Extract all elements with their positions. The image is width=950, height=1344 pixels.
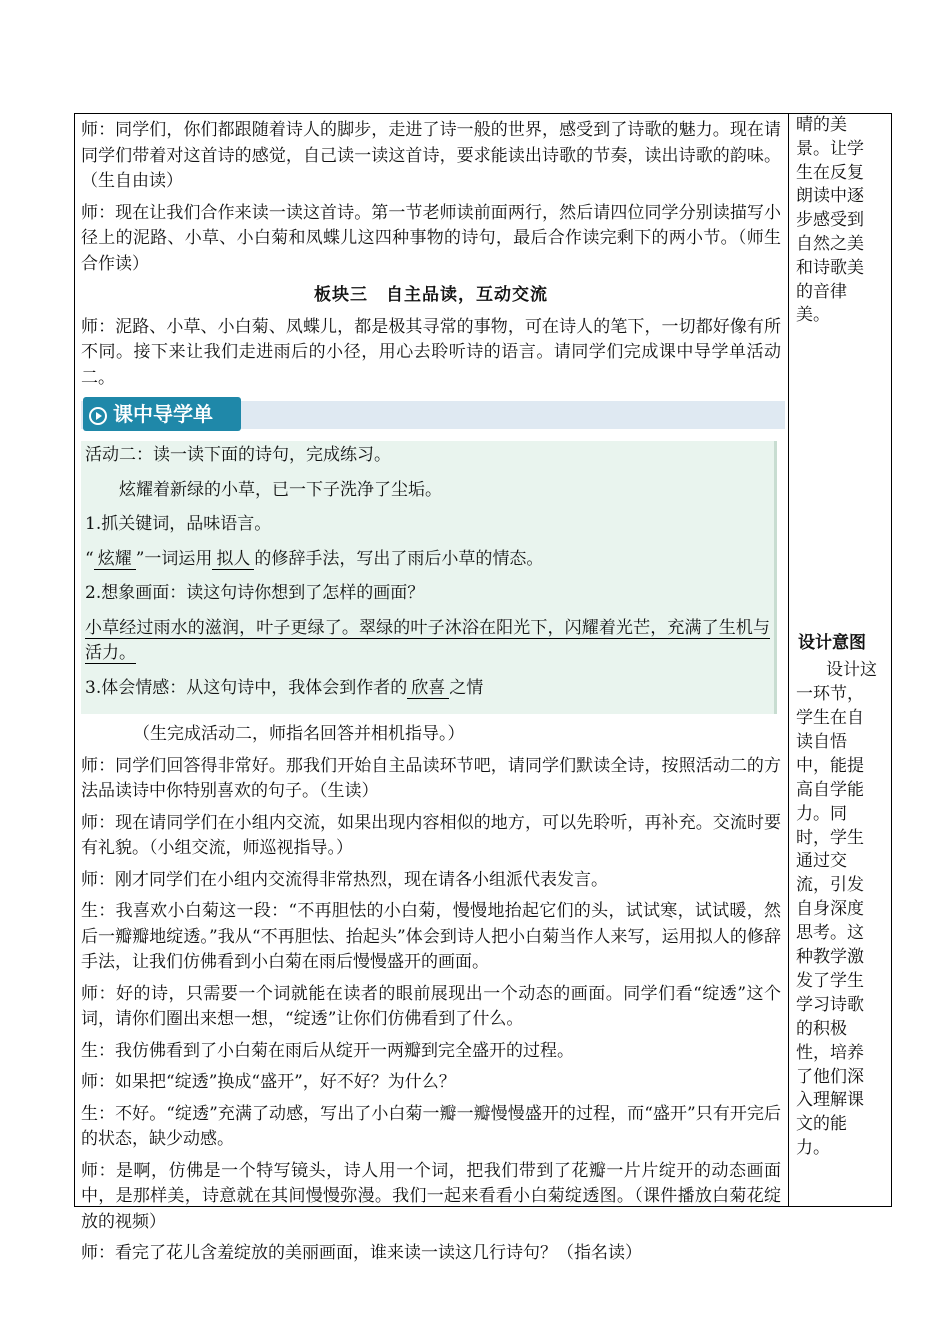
column-divider	[788, 114, 789, 1206]
fill-word: 炫耀	[94, 549, 136, 570]
main-column	[81, 118, 781, 1273]
activity-box	[81, 441, 777, 714]
banner-label: 课中导学单	[113, 402, 213, 426]
question-1: 1.抓关键词，品味语言。	[85, 514, 272, 534]
quote-open: “	[85, 548, 94, 569]
fill-rhetoric: 拟人	[212, 549, 254, 570]
question-2: 2.想象画面：读这句诗你想到了怎样的画面？	[85, 583, 425, 603]
paragraph: 生：不好。“绽透”充满了动感，写出了小白菊一瓣一瓣慢慢盛开的过程，而“盛开”只有开完后的状态，缺少动感。	[81, 1103, 781, 1149]
paragraph: 师：如果把“绽透”换成“盛开”，好不好？为什么？	[81, 1072, 456, 1092]
answer-2	[85, 616, 770, 667]
question-3-text: 3.体会情感：从这句诗中，我体会到作者的	[85, 677, 408, 698]
guide-banner	[81, 397, 781, 435]
design-intent-body: 设计这一环节，学生在自读自悟中，能提高自学能力。同时，学生通过交流，引发自身深度思考。这种教学激发了学生学习诗歌的积极性，培养了他们深入理解课文的能力。	[796, 660, 877, 1159]
paragraph: 师：是啊，仿佛是一个特写镜头，诗人用一个词，把我们带到了花瓣一片片绽开的动态画面中，是那样美，诗意就在其间慢慢弥漫。我们一起来看看小白菊绽透图。（课件播放白菊花绽放的视频）	[81, 1160, 781, 1232]
section-title: 板块三 自主品读，互动交流	[314, 285, 548, 305]
lesson-table	[74, 113, 892, 1263]
paragraph: 师：刚才同学们在小组内交流得非常热烈，现在请各小组派代表发言。	[81, 869, 608, 890]
design-intent-heading: 设计意图	[798, 633, 866, 654]
paragraph: 师：同学们，你们都跟随着诗人的脚步，走进了诗一般的世界，感受到了诗歌的魅力。现在请同学们带着对这首诗的感觉，自己读一读这首诗，要求能读出诗歌的节奏，读出诗歌的韵味。（生自由读）	[81, 120, 781, 191]
question-3	[85, 676, 770, 702]
answer-text: 的修辞手法，写出了雨后小草的情态。	[254, 548, 544, 569]
paragraph: 生：我仿佛看到了小白菊在雨后从绽开一两瓣到完全盛开的过程。	[81, 1040, 574, 1061]
paragraph: 师：泥路、小草、小白菊、凤蝶儿，都是极其寻常的事物，可在诗人的笔下，一切都好像有所不同。接下来让我们走进雨后的小径，用心去聆听诗的语言。请同学们完成课中导学单活动二。	[81, 316, 781, 388]
paragraph: 师：现在请同学们在小组内交流，如果出现内容相似的地方，可以先聆听，再补充。交流时要有礼貌。（小组交流，师巡视指导。）	[81, 812, 781, 858]
fill-emotion: 欣喜	[407, 678, 449, 699]
answer-2-text: 小草经过雨水的滋润，叶子更绿了。翠绿的叶子沐浴在阳光下，闪耀着光芒，充满了生机与活力。	[85, 617, 770, 663]
paragraph: 师：现在让我们合作来读一读这首诗。第一节老师读前面两行，然后请四位同学分别读描写小径上的泥路、小草、小白菊和凤蝶儿这四种事物的诗句，最后合作读完剩下的两小节。（师生合作读）	[81, 202, 781, 274]
paragraph: 师：看完了花儿含羞绽放的美丽画面，谁来读一读这几行诗句？（指名读）	[81, 1243, 642, 1263]
paragraph: 生：我喜欢小白菊这一段：“不再胆怯的小白菊，慢慢地抬起它们的头，试试寒，试试暖，然后一瓣瓣地绽透。”我从“不再胆怯、抬起头”体会到诗人把小白菊当作人来写，运用拟人的修辞手法，让我们仿佛看到小白菊在雨后慢慢盛开的画面。	[81, 901, 781, 972]
side-note: 晴的美景。让学生在反复朗读中逐步感受到自然之美和诗歌美的音律美。	[796, 115, 864, 326]
answer-1	[85, 547, 770, 573]
question-3-end: 之情	[449, 677, 484, 698]
banner-tag	[83, 397, 241, 431]
answer-text: ”一词运用	[135, 548, 213, 569]
paragraph: （生完成活动二，师指名回答并相机指导。）	[133, 724, 465, 744]
poem-line: 炫耀着新绿的小草，已一下子洗净了尘垢。	[119, 479, 442, 500]
play-icon	[89, 407, 107, 425]
activity-title: 活动二：读一读下面的诗句，完成练习。	[85, 445, 391, 465]
paragraph: 师：同学们回答得非常好。那我们开始自主品读环节吧，请同学们默读全诗，按照活动二的方法品读诗中你特别喜欢的句子。（生读）	[81, 755, 781, 801]
paragraph: 师：好的诗，只需要一个词就能在读者的眼前展现出一个动态的画面。同学们看“绽透”这个词，请你们圈出来想一想，“绽透”让你们仿佛看到了什么。	[81, 983, 781, 1029]
side-column	[796, 114, 878, 1161]
